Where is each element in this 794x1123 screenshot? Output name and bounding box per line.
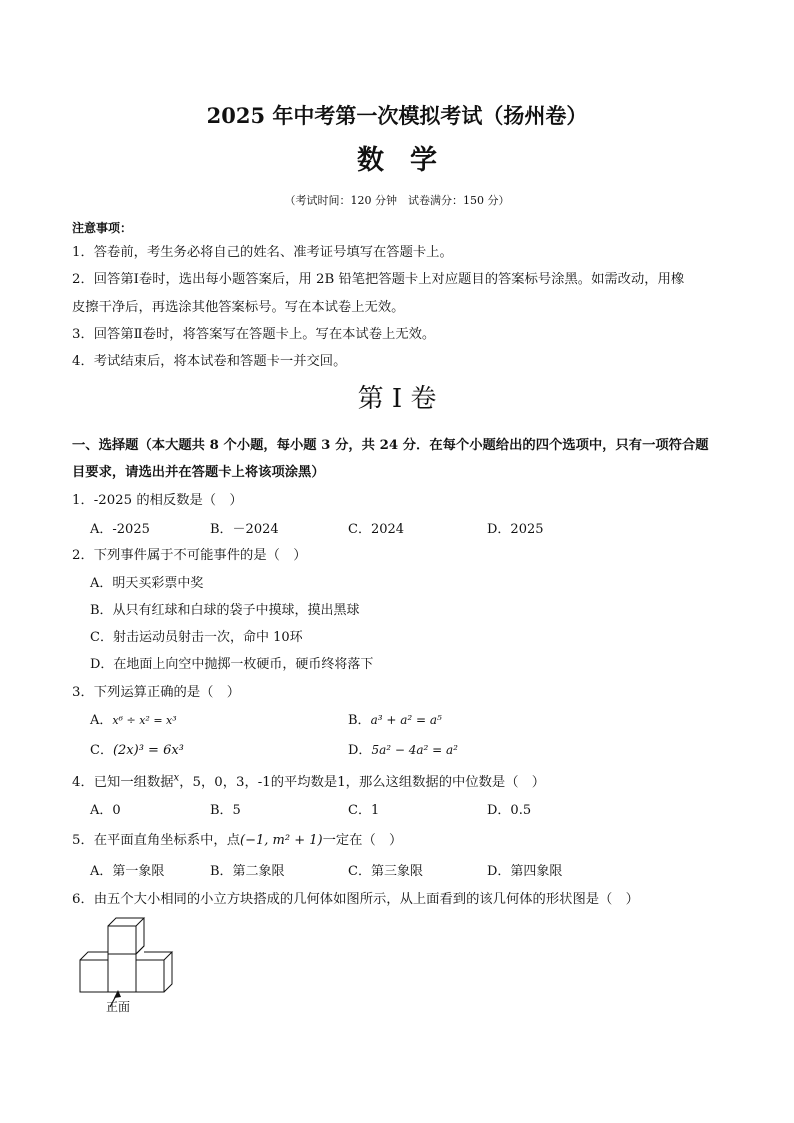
cube-stack-figure — [70, 912, 190, 1026]
q2-option-b: B．从只有红球和白球的袋子中摸球，摸出黑球 — [90, 603, 360, 618]
q3-option-b-expr: a³ + a² = a⁵ — [370, 713, 442, 727]
note-item: 皮擦干净后，再选涂其他答案标号。写在本试卷上无效。 — [72, 300, 405, 315]
q2-option-c: C．射击运动员射击一次，命中 10环 — [90, 630, 303, 645]
exam-title: 2025 年中考第一次模拟考试（扬州卷） — [206, 103, 588, 128]
section-instructions: 一、选择题（本大题共 8 个小题，每小题 3 分，共 24 分．在每个小题给出的四个选项中，只有一项符合题 — [72, 438, 709, 453]
q3-option-b-label: B． — [348, 713, 371, 728]
question-1-stem: 1．-2025 的相反数是（ ） — [72, 493, 243, 508]
q2-option-a: A．明天买彩票中奖 — [90, 576, 204, 591]
subject-title: 数学 — [357, 145, 463, 176]
note-item: 3．回答第Ⅱ卷时，将答案写在答题卡上。写在本试卷上无效。 — [72, 327, 436, 342]
q5-option-c: C．第三象限 — [348, 864, 423, 879]
q4-option-b: B．5 — [210, 803, 241, 818]
note-item: 2．回答第Ⅰ卷时，选出每小题答案后，用 2B 铅笔把答题卡上对应题目的答案标号涂黑。如需改动，用橡 — [72, 272, 685, 287]
q3-option-a — [90, 709, 177, 728]
q2-option-d: D．在地面上向空中抛掷一枚硬币，硬币终将落下 — [90, 657, 374, 672]
note-item: 1．答卷前，考生务必将自己的姓名、准考证号填写在答题卡上。 — [72, 245, 453, 260]
question-3-stem: 3．下列运算正确的是（ ） — [72, 685, 241, 700]
q3-option-a-expr: x⁶ ÷ x² = x³ — [112, 714, 177, 727]
q3-option-a-label: A． — [90, 713, 113, 728]
question-2-stem: 2．下列事件属于不可能事件的是（ ） — [72, 548, 307, 563]
q5-option-d: D．第四象限 — [487, 864, 563, 879]
q4-option-c: C．1 — [348, 803, 380, 818]
exam-time-info: （考试时间：120 分钟 试卷满分：150 分） — [284, 194, 510, 207]
q1-option-b: B．－2024 — [210, 522, 279, 537]
q3-option-c — [90, 739, 184, 758]
q3-option-d-label: D． — [348, 743, 372, 758]
q4-variable: x — [173, 772, 180, 784]
q1-option-c: C．2024 — [348, 522, 405, 537]
q3-option-b — [348, 709, 442, 728]
q4-option-a: A．0 — [90, 803, 121, 818]
volume-heading: 第 I 卷 — [357, 384, 437, 414]
q5-option-b: B．第二象限 — [210, 864, 285, 879]
q1-option-a: A．-2025 — [90, 522, 150, 537]
q4-option-d: D．0.5 — [487, 803, 532, 818]
front-label: 正面 — [106, 1000, 131, 1014]
q5-stem-pre: 5．在平面直角坐标系中，点 — [72, 833, 241, 848]
q3-option-d-expr: 5a² − 4a² = a² — [371, 743, 458, 757]
question-6-stem: 6．由五个大小相同的小立方块搭成的几何体如图所示，从上面看到的该几何体的形状图是（ ） — [72, 892, 639, 907]
q5-stem-post: 一定在（ ） — [322, 833, 403, 848]
q5-option-a: A．第一象限 — [90, 864, 165, 879]
question-5-stem — [72, 829, 402, 848]
section-instructions-cont: 目要求，请选出并在答题卡上将该项涂黑） — [72, 465, 325, 480]
q4-stem-pre: 4．已知一组数据 — [72, 775, 174, 790]
question-4-stem — [72, 771, 545, 790]
q3-option-d — [348, 739, 458, 758]
note-item: 4．考试结束后，将本试卷和答题卡一并交回。 — [72, 354, 347, 369]
notes-title: 注意事项： — [72, 221, 133, 235]
q3-option-c-label: C． — [90, 743, 113, 758]
q4-stem-post: ，5，0，3，-1的平均数是1，那么这组数据的中位数是（ ） — [179, 775, 546, 790]
q1-option-d: D．2025 — [487, 522, 544, 537]
q5-point: (−1, m² + 1) — [240, 833, 323, 848]
q3-option-c-expr: (2x)³ = 6x³ — [112, 743, 184, 758]
